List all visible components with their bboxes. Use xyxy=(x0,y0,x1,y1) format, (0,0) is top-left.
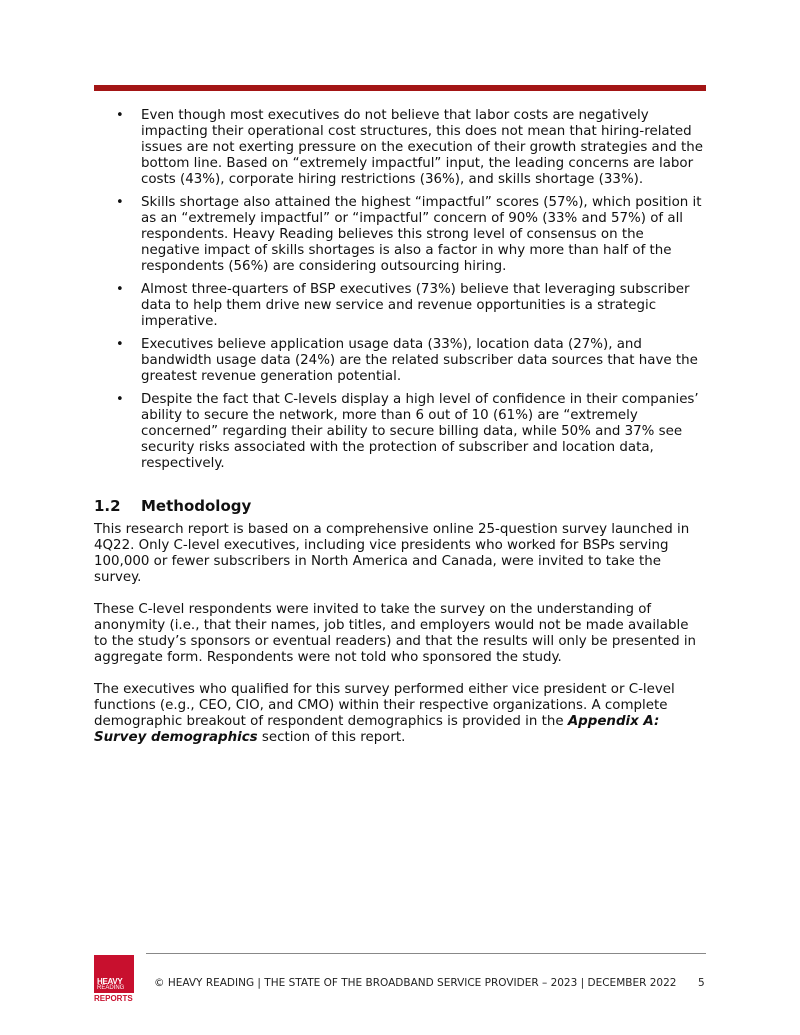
bullet-icon: • xyxy=(116,282,124,297)
bullet-icon: • xyxy=(116,392,124,407)
paragraph: This research report is based on a comprehensive online 25-question survey launched in 4Q22. Only C-level executives, including vice presidents who worked for BSPs serving 100,000 or fewer subscribers in North America and Canada, were invited to take the survey. xyxy=(94,522,690,585)
paragraph-text: section of this report. xyxy=(257,730,406,745)
logo-text: READING xyxy=(97,985,125,991)
bullet-icon: • xyxy=(116,337,124,352)
list-item-text: Skills shortage also attained the highest “impactful” scores (57%), which position it as an “extremely impactful” or “impactful” concern of 90% (33% and 57%) of all respondents. Heavy Reading believes this strong level of consensus on the negative impact of skills shortages is also a factor in why more than half of the respondents (56%) are considering outsourcing hiring. xyxy=(141,195,702,274)
heavy-reading-reports-logo xyxy=(94,955,134,1003)
list-item xyxy=(94,337,706,385)
list-item xyxy=(94,392,706,472)
key-findings-list xyxy=(94,108,706,479)
footer-text: © HEAVY READING | THE STATE OF THE BROADBAND SERVICE PROVIDER – 2023 | DECEMBER 2022 xyxy=(154,977,677,989)
footer-rule xyxy=(146,953,706,954)
section-number: 1.2 xyxy=(94,497,121,515)
bullet-icon: • xyxy=(116,108,124,123)
list-item xyxy=(94,195,706,275)
appendix-reference-link[interactable]: Appendix A: Survey demographics xyxy=(94,714,660,745)
list-item-text: Despite the fact that C-levels display a high level of confidence in their companies’ ability to secure the network, more than 6 out of 10 (61%) are “extremely concerned” regarding their ability to secure billing data, while 50% and 37% see security risks associated with the protection of subscriber and location data, respectively. xyxy=(141,392,699,471)
logo-text: HEAVY xyxy=(97,977,123,986)
logo-text: REPORTS xyxy=(94,994,133,1003)
paragraph xyxy=(94,682,706,746)
bullet-icon: • xyxy=(116,195,124,210)
section-heading xyxy=(94,497,251,515)
paragraph: These C-level respondents were invited to take the survey on the understanding of anonymity (i.e., that their names, job titles, and employers would not be made available to the study’s sponsors or eventual readers) and that the results will only be presented in aggregate form. Respondents were not told who sponsored the study. xyxy=(94,602,697,665)
page-number: 5 xyxy=(698,977,705,989)
logo-box xyxy=(94,955,134,993)
list-item-text: Almost three-quarters of BSP executives (73%) believe that leveraging subscriber data to help them drive new service and revenue opportunities is a strategic imperative. xyxy=(141,282,690,329)
list-item-text: Even though most executives do not believe that labor costs are negatively impacting their operational cost structures, this does not mean that hiring-related issues are not exerting pressure on the execution of their growth strategies and the bottom line. Based on “extremely impactful” input, the leading concerns are labor costs (43%), corporate hiring restrictions (36%), and skills shortage (33%). xyxy=(141,108,703,187)
section-title: Methodology xyxy=(141,497,252,515)
list-item-text: Executives believe application usage data (33%), location data (27%), and bandwidth usage data (24%) are the related subscriber data sources that have the greatest revenue generation potential. xyxy=(141,337,698,384)
list-item xyxy=(94,108,706,188)
methodology-body xyxy=(94,522,706,762)
header-rule xyxy=(94,85,706,91)
paragraph-text: The executives who qualified for this survey performed either vice president or C-level functions (e.g., CEO, CIO, and CMO) within their respective organizations. A complete demographic breakout of respondent demographics is provided in the xyxy=(94,682,675,729)
list-item xyxy=(94,282,706,330)
